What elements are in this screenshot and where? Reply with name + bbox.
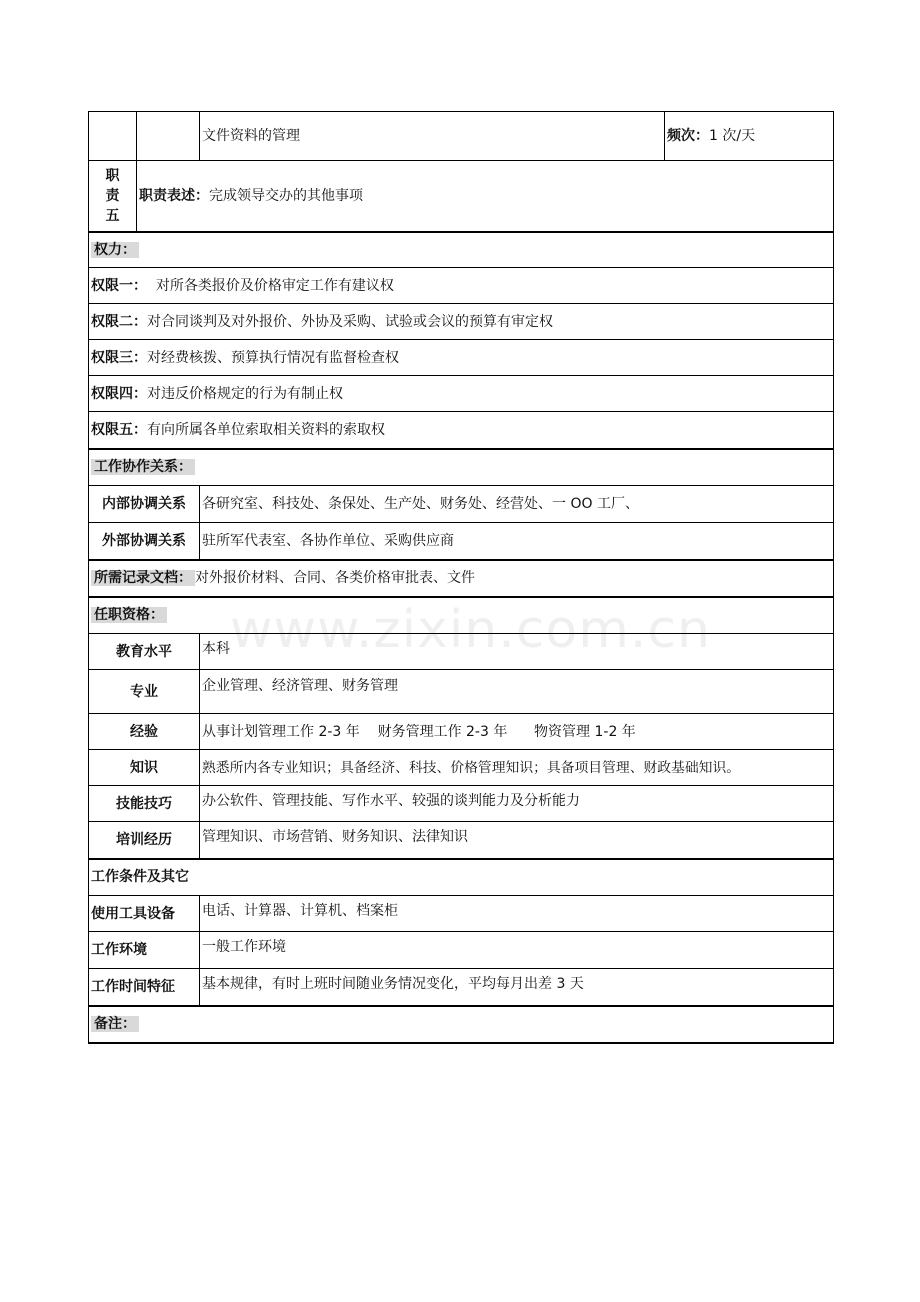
duty-five-char: 职	[105, 167, 120, 184]
frequency-value: 1 次/天	[709, 128, 756, 144]
job-description-document	[88, 111, 833, 1044]
qualification-text-cell	[200, 714, 834, 750]
power-row	[89, 412, 834, 449]
condition-text: 基本规律，有时上班时间随业务情况变化，平均每月出差 3 天	[202, 976, 584, 992]
relations-title: 工作协作关系：	[91, 459, 195, 475]
records-row	[89, 560, 834, 597]
qualification-text-cell	[200, 670, 834, 714]
duty-five-label-cell	[89, 161, 137, 232]
qualification-text: 本科	[202, 641, 230, 657]
power-row	[89, 340, 834, 376]
condition-label-cell	[89, 969, 200, 1006]
power-text: 对违反价格规定的行为有制止权	[147, 385, 343, 402]
relation-label-cell	[89, 486, 200, 523]
remarks-label: 备注：	[91, 1016, 139, 1032]
qualification-label: 经验	[130, 723, 158, 740]
power-label: 权限一：	[91, 277, 147, 294]
qualification-text: 企业管理、经济管理、财务管理	[202, 678, 398, 694]
duty-desc-label: 职责表述：	[139, 187, 209, 204]
relation-text: 各研究室、科技处、条保处、生产处、财务处、经营处、一 OO 工厂、	[202, 496, 639, 512]
duty-desc-text: 完成领导交办的其他事项	[209, 187, 363, 204]
remarks-row	[89, 1006, 834, 1043]
qualifications-title-row	[89, 597, 834, 634]
qualification-text-cell	[200, 634, 834, 670]
condition-text: 电话、计算器、计算机、档案柜	[202, 903, 398, 919]
power-label: 权限三：	[91, 349, 147, 366]
qualification-text: 办公软件、管理技能、写作水平、较强的谈判能力及分析能力	[202, 793, 580, 809]
qualification-row	[89, 634, 834, 670]
job-table	[88, 111, 834, 1044]
qualification-label: 教育水平	[116, 643, 172, 660]
qualifications-title: 任职资格：	[91, 607, 167, 623]
qualification-label: 技能技巧	[116, 795, 172, 812]
condition-row	[89, 969, 834, 1006]
condition-text-cell	[200, 932, 834, 969]
condition-label: 工作时间特征	[91, 978, 175, 995]
qualification-label: 知识	[130, 759, 158, 776]
power-row	[89, 268, 834, 304]
condition-label: 工作环境	[91, 942, 147, 958]
qualification-label: 专业	[130, 683, 158, 700]
power-cell	[89, 340, 834, 376]
conditions-title-row	[89, 859, 834, 896]
power-cell	[89, 412, 834, 449]
power-cell	[89, 376, 834, 412]
qualification-text-cell	[200, 750, 834, 786]
relations-title-row	[89, 449, 834, 486]
duty-task-text: 文件资料的管理	[202, 128, 300, 144]
qualification-text: 管理知识、市场营销、财务知识、法律知识	[202, 829, 468, 845]
power-text: 对经费核拨、预算执行情况有监督检查权	[147, 349, 399, 366]
qualification-label-cell	[89, 786, 200, 822]
power-label: 权限五：	[91, 421, 147, 438]
condition-text-cell	[200, 896, 834, 932]
relation-text-cell	[200, 523, 834, 560]
relation-row	[89, 523, 834, 560]
qualification-row	[89, 786, 834, 822]
records-cell	[89, 560, 834, 597]
relation-label-cell	[89, 523, 200, 560]
condition-text-cell	[200, 969, 834, 1006]
qualification-label-cell	[89, 822, 200, 859]
qualification-text: 熟悉所内各专业知识；具备经济、科技、价格管理知识；具备项目管理、财政基础知识。	[202, 759, 741, 776]
qualification-row	[89, 714, 834, 750]
condition-label-cell	[89, 932, 200, 969]
duty-frequency-cell	[665, 112, 834, 161]
condition-label-cell	[89, 896, 200, 932]
qualification-text: 从事计划管理工作 2-3 年 财务管理工作 2-3 年 物资管理 1-2 年	[202, 723, 636, 740]
condition-row	[89, 932, 834, 969]
duty-five-char: 责	[105, 187, 120, 204]
duty-five-char: 五	[105, 207, 120, 224]
condition-row	[89, 896, 834, 932]
conditions-title-cell	[89, 859, 834, 896]
frequency-label: 频次：	[667, 128, 709, 144]
qualifications-title-cell	[89, 597, 834, 634]
powers-title: 权力：	[91, 242, 139, 258]
power-row	[89, 376, 834, 412]
duty-five-desc-cell	[137, 161, 834, 232]
qualification-label-cell	[89, 750, 200, 786]
power-cell	[89, 304, 834, 340]
qualification-label-cell	[89, 714, 200, 750]
relation-row	[89, 486, 834, 523]
condition-text: 一般工作环境	[202, 939, 286, 955]
power-text: 对所各类报价及价格审定工作有建议权	[147, 277, 394, 294]
duty-five-row	[89, 161, 834, 232]
relation-label: 内部协调关系	[102, 496, 186, 512]
qualification-row	[89, 750, 834, 786]
qualification-label-cell	[89, 670, 200, 714]
relation-text-cell	[200, 486, 834, 523]
power-label: 权限二：	[91, 313, 147, 330]
qualification-row	[89, 670, 834, 714]
power-text: 有向所属各单位索取相关资料的索取权	[147, 421, 385, 438]
condition-label: 使用工具设备	[91, 905, 175, 922]
duty-task-row	[89, 112, 834, 161]
power-label: 权限四：	[91, 385, 147, 402]
qualification-label-cell	[89, 634, 200, 670]
duty-sub-cell	[137, 112, 200, 161]
qualification-row	[89, 822, 834, 859]
powers-title-row	[89, 232, 834, 268]
qualification-text-cell	[200, 786, 834, 822]
relation-label: 外部协调关系	[102, 532, 186, 549]
power-text: 对合同谈判及对外报价、外协及采购、试验或会议的预算有审定权	[147, 313, 553, 330]
duty-task-cell	[200, 112, 665, 161]
power-row	[89, 304, 834, 340]
conditions-title: 工作条件及其它	[91, 869, 189, 886]
duty-index-cell	[89, 112, 137, 161]
watermark: www.zixin.com.cn	[230, 600, 711, 660]
powers-title-cell	[89, 232, 834, 268]
records-label: 所需记录文档：	[91, 570, 195, 586]
records-text: 对外报价材料、合同、各类价格审批表、文件	[195, 570, 475, 586]
relation-text: 驻所军代表室、各协作单位、采购供应商	[202, 532, 454, 549]
remarks-cell	[89, 1006, 834, 1043]
qualification-label: 培训经历	[116, 831, 172, 848]
qualification-text-cell	[200, 822, 834, 859]
relations-title-cell	[89, 449, 834, 486]
power-cell	[89, 268, 834, 304]
